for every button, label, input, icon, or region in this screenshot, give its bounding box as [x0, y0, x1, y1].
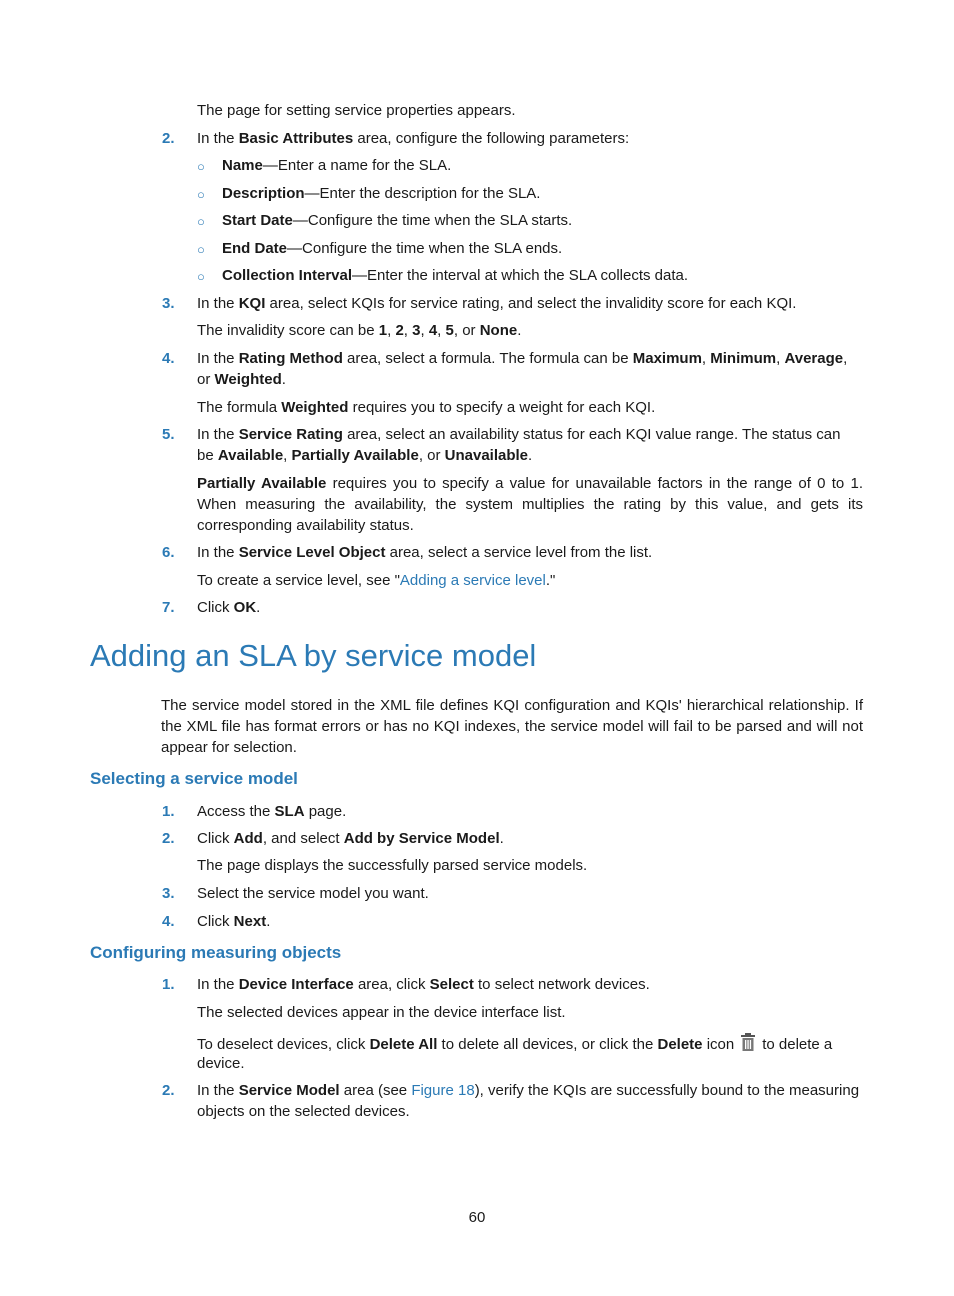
step-5-text-cont: be Available, Partially Available, or Unavailable.	[197, 447, 533, 464]
section-intro-paragraph: The service model stored in the XML file defines KQI configuration and KQIs' hierarchical relationship. If the XML file has format errors or has no KQI indexes, the service model will fail to be parsed and will not appear for selection.	[161, 697, 863, 756]
param-collection-interval: Collection Interval—Enter the interval at which the SLA collects data.	[222, 267, 689, 284]
step-number: 7.	[162, 599, 175, 616]
step-6-note: To create a service level, see "Adding a service level."	[197, 572, 556, 589]
subsection-title-configuring: Configuring measuring objects	[90, 943, 342, 962]
intro-text: The page for setting service properties appears.	[197, 102, 516, 119]
sel-step-3: Select the service model you want.	[197, 885, 429, 902]
step-3-text: In the KQI area, select KQIs for service rating, and select the invalidity score for each KQI.	[197, 295, 797, 312]
sel-step-4: Click Next.	[197, 913, 271, 930]
sel-step-1: Access the SLA page.	[197, 803, 347, 820]
cfg-step-2: In the Service Model area (see Figure 18), verify the KQIs are successfully bound to the measuring	[197, 1082, 860, 1099]
step-number: 2.	[162, 830, 175, 847]
bullet-icon: ○	[197, 242, 205, 257]
figure-18-link[interactable]: Figure 18	[411, 1082, 475, 1099]
cfg-step-1: In the Device Interface area, click Select to select network devices.	[197, 976, 650, 993]
page-number: 60	[468, 1209, 486, 1226]
step-4-note: The formula Weighted requires you to specify a weight for each KQI.	[197, 399, 656, 416]
step-number: 3.	[162, 295, 175, 312]
cfg-step-2-cont: objects on the selected devices.	[197, 1103, 410, 1120]
step-3-note: The invalidity score can be 1, 2, 3, 4, 5, or None.	[197, 322, 522, 339]
step-4-text-cont: or Weighted.	[197, 371, 286, 388]
bullet-icon: ○	[197, 159, 205, 174]
param-start-date: Start Date—Configure the time when the SLA starts.	[222, 212, 573, 229]
param-description: Description—Enter the description for the SLA.	[222, 185, 541, 202]
step-number: 1.	[162, 976, 175, 993]
step-number: 5.	[162, 426, 175, 443]
step-5-text: In the Service Rating area, select an availability status for each KQI value range. The status can	[197, 426, 841, 443]
cfg-step-1-note: The selected devices appear in the device interface list.	[197, 1004, 566, 1021]
section-heading: Adding an SLA by service model	[90, 638, 537, 673]
step-number: 4.	[162, 913, 175, 930]
step-number: 4.	[162, 350, 175, 367]
step-7-text: Click OK.	[197, 599, 261, 616]
step-number: 1.	[162, 803, 175, 820]
step-number: 2.	[162, 1082, 175, 1099]
param-name: Name—Enter a name for the SLA.	[222, 157, 452, 174]
cfg-step-1-note2: To deselect devices, click Delete All to delete all devices, or click the Delete icon to delete a	[197, 1032, 832, 1058]
step-2-text: In the Basic Attributes area, configure the following parameters:	[197, 130, 630, 147]
sel-step-2: Click Add, and select Add by Service Model.	[197, 830, 504, 847]
step-6-text: In the Service Level Object area, select a service level from the list.	[197, 544, 653, 561]
cfg-step-1-note2-cont: device.	[197, 1055, 245, 1072]
bullet-icon: ○	[197, 214, 205, 229]
step-number: 2.	[162, 130, 175, 147]
bullet-icon: ○	[197, 187, 205, 202]
param-end-date: End Date—Configure the time when the SLA ends.	[222, 240, 563, 257]
sel-step-2-note: The page displays the successfully parsed service models.	[197, 857, 588, 874]
bullet-icon: ○	[197, 269, 205, 284]
step-number: 3.	[162, 885, 175, 902]
trash-icon	[740, 1032, 756, 1058]
step-5-note: Partially Available requires you to specify a value for unavailable factors in the range of 0 to 1. When measuring the availability, the system multiplies the rating by this value, and gets its corresponding availability status.	[197, 475, 863, 534]
subsection-title-selecting: Selecting a service model	[90, 769, 298, 788]
step-4-text: In the Rating Method area, select a formula. The formula can be Maximum, Minimum, Average,	[197, 350, 848, 367]
adding-service-level-link[interactable]: Adding a service level	[399, 572, 546, 589]
step-number: 6.	[162, 544, 175, 561]
